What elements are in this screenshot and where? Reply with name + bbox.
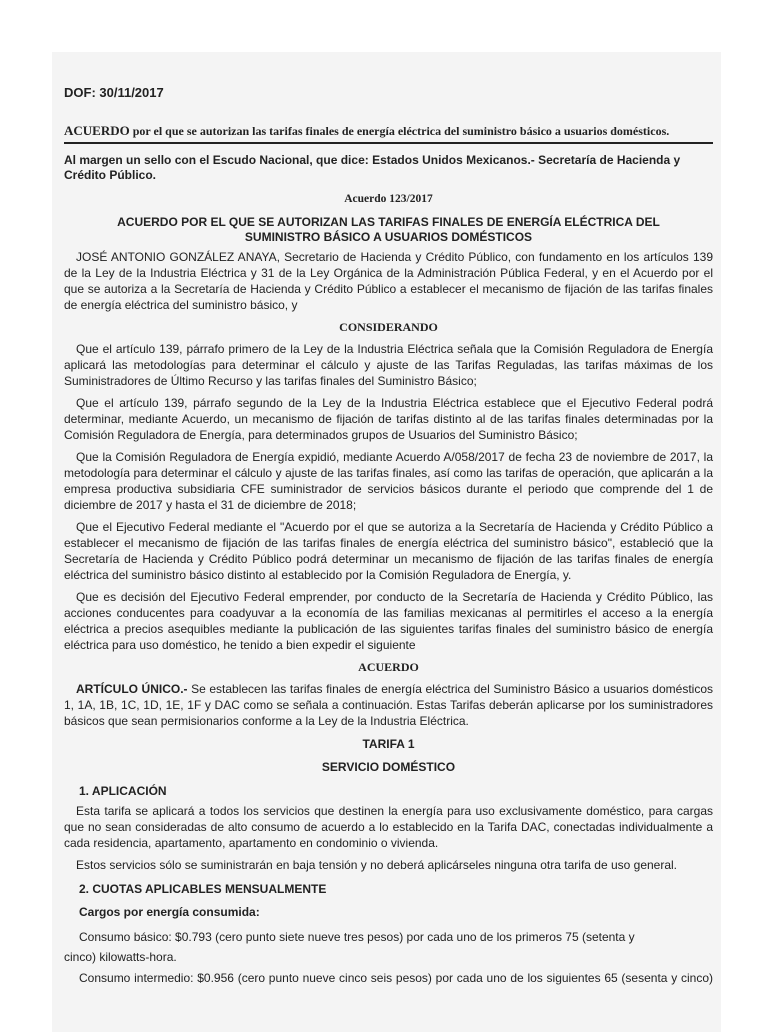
document-title [64, 215, 713, 245]
considerando-heading: CONSIDERANDO [339, 320, 438, 334]
intro-paragraph: JOSÉ ANTONIO GONZÁLEZ ANAYA, Secretario de Hacienda y Crédito Público, con fundamento en los artículos 139 de la Ley de la Industria Eléctrica y 31 de la Ley Orgánica de la Administración Pública Federal, y en el Acuerdo por el que se autoriza a la Secretaría de Hacienda y Crédito Público a establecer el mecanismo de fijación de las tarifas finales de energía eléctrica del suministro básico, y [64, 250, 713, 312]
title-line-2: SUMINISTRO BÁSICO A USUARIOS DOMÉSTICOS [244, 230, 533, 244]
articulo-text: Se establecen las tarifas finales de energía eléctrica del Suministro Básico a usuarios domésticos 1, 1A, 1B, 1C, 1D, 1E, 1F y DAC como se señala a continuación. Estas Tarifas deberán aplicarse por los suministradores básicos que sean permisionarios conforme a la Ley de la Industria Eléctrica. [64, 682, 713, 728]
dof-date: DOF: 30/11/2017 [64, 85, 164, 100]
aplicacion-paragraph: Esta tarifa se aplicará a todos los servicios que destinen la energía para uso exclusivamente doméstico, para cargas que no sean consideradas de alto consumo de acuerdo a lo establecido en la Tarifa DAC, conectadas individualmente a cada residencia, apartamento, apartamento en condominio o vivienda. [64, 804, 713, 850]
consumo-basico-continuation: cinco) kilowatts-hora. [64, 950, 177, 964]
considerando-paragraph: Que el Ejecutivo Federal mediante el "Acuerdo por el que se autoriza a la Secretaría de Hacienda y Crédito Público a establecer el mecanismo de fijación de las tarifas finales de energía eléctrica del suministro básico", estableció que la Secretaría de Hacienda y Crédito Público podrá determinar un mecanismo de fijación de las tarifas finales de energía eléctrica del suministro básico distinto al establecido por la Comisión Reguladora de Energía, y. [64, 520, 713, 582]
cargos-heading: Cargos por energía consumida: [79, 905, 260, 919]
acuerdo-heading: ACUERDO [358, 660, 419, 674]
consumo-intermedio-line: Consumo intermedio: $0.956 (cero punto nueve cinco seis pesos) por cada uno de los siguientes 65 (sesenta y cinco) [79, 971, 713, 985]
articulo-label: ARTÍCULO ÚNICO.- [76, 682, 188, 696]
considerando-paragraph: Que el artículo 139, párrafo primero de la Ley de la Industria Eléctrica señala que la Comisión Reguladora de Energía aplicará las metodologías para determinar el cálculo y ajuste de las Tarifas Reguladas, las tarifas máximas de los Suministradores de Último Recurso y las tarifas finales del Suministro Básico; [64, 342, 713, 388]
header-lead: ACUERDO [64, 123, 130, 138]
tarifa-heading: TARIFA 1 [362, 737, 415, 751]
consumo-basico-line: Consumo básico: $0.793 (cero punto siete nueve tres pesos) por cada uno de los primeros 75 (setenta y [79, 930, 635, 944]
document-header [64, 123, 713, 144]
servicio-heading: SERVICIO DOMÉSTICO [321, 760, 456, 774]
section-aplicacion-title: 1. APLICACIÓN [79, 784, 167, 798]
acuerdo-number: Acuerdo 123/2017 [344, 193, 433, 205]
margin-note: Al margen un sello con el Escudo Nacional, que dice: Estados Unidos Mexicanos.- Secretaría de Hacienda y Crédito Público. [64, 153, 681, 182]
header-rest: por el que se autorizan las tarifas finales de energía eléctrica del suministro básico a usuarios domésticos. [129, 124, 670, 138]
considerando-paragraph: Que es decisión del Ejecutivo Federal emprender, por conducto de la Secretaría de Hacienda y Crédito Público, las acciones conducentes para coadyuvar a la economía de las familias mexicanas al permitirles el acceso a la energía eléctrica a precios asequibles mediante la publicación de las siguientes tarifas finales del suministro básico de energía eléctrica para uso doméstico, he tenido a bien expedir el siguiente [64, 590, 713, 652]
section-cuotas-title: 2. CUOTAS APLICABLES MENSUALMENTE [79, 882, 327, 896]
baja-tension-paragraph: Estos servicios sólo se suministrarán en baja tensión y no deberá aplicárseles ninguna otra tarifa de uso general. [76, 858, 678, 872]
document-page [52, 52, 721, 1032]
title-line-1: ACUERDO POR EL QUE SE AUTORIZAN LAS TARIFAS FINALES DE ENERGÍA ELÉCTRICA DEL [117, 215, 660, 229]
considerando-paragraph: Que el artículo 139, párrafo segundo de la Ley de la Industria Eléctrica establece que el Ejecutivo Federal podrá determinar, mediante Acuerdo, un mecanismo de fijación de tarifas distinto al de las tarifas finales determinadas por la Comisión Reguladora de Energía, para determinados grupos de Usuarios del Suministro Básico; [64, 396, 713, 442]
articulo-unico-paragraph [64, 681, 713, 729]
considerando-paragraph: Que la Comisión Reguladora de Energía expidió, mediante Acuerdo A/058/2017 de fecha 23 de noviembre de 2017, la metodología para determinar el cálculo y ajuste de las tarifas finales, así como las tarifas de operación, que aplicarán a la empresa productiva subsidiaria CFE suministrador de servicios básicos durante el periodo que comprende del 1 de diciembre de 2017 y hasta el 31 de diciembre de 2018; [64, 450, 713, 512]
